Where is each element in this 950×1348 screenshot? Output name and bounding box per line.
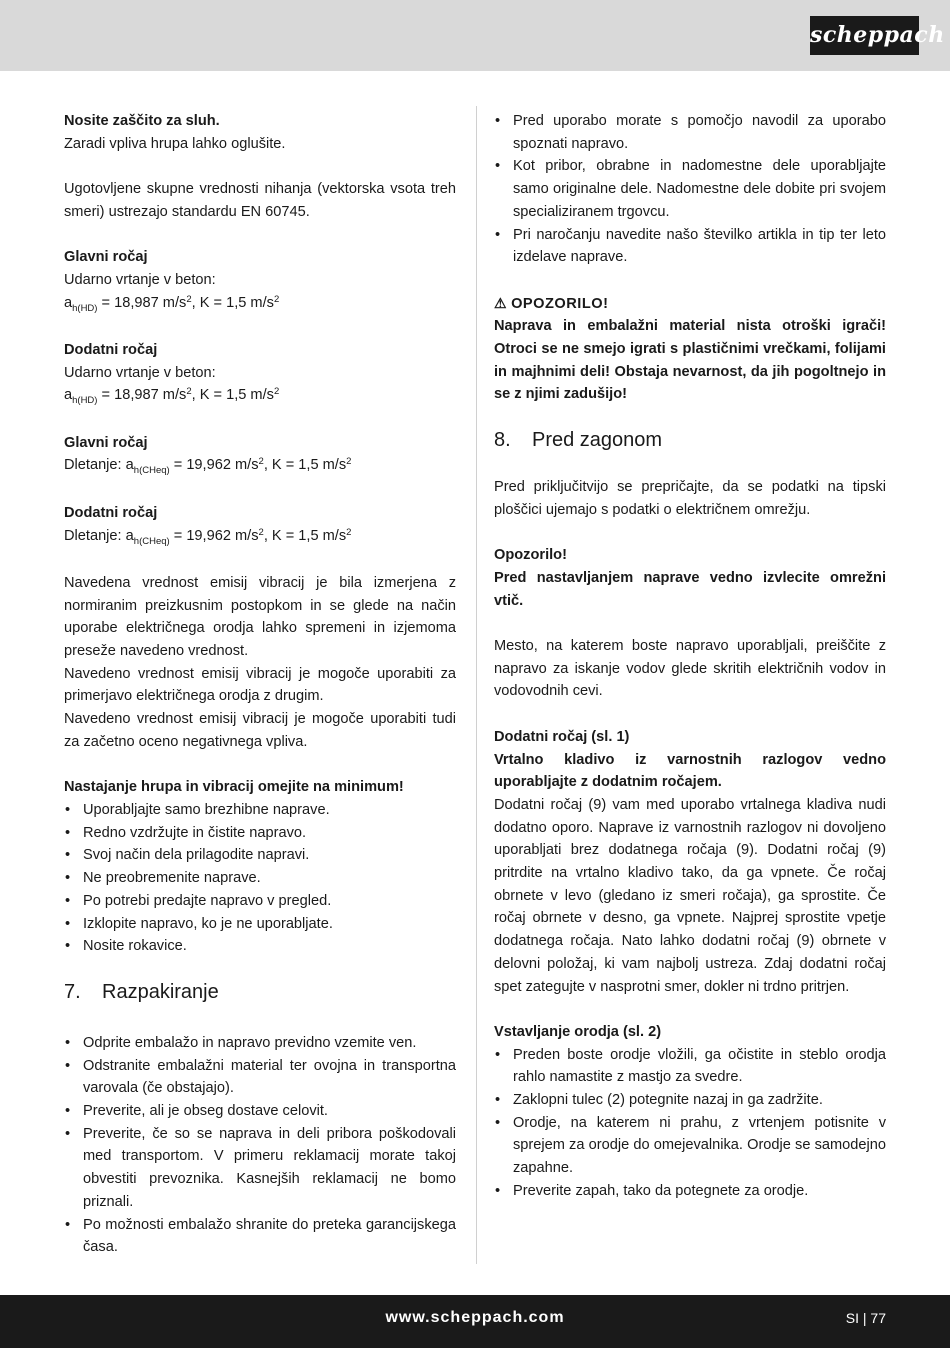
hearing-protection-text: Zaradi vpliva hrupa lahko oglušite. [64, 135, 286, 152]
header-band [0, 0, 950, 71]
website-link[interactable]: www.scheppach.com [385, 1309, 565, 1326]
vibration-note-c: Navedeno vrednost emisij vibracij je mogoče uporabiti tudi za začetno oceno negativnega vpliva. [64, 711, 456, 750]
additional-handle-text: Dodatni ročaj (9) vam med uporabo vrtalnega kladiva nudi dodatno oporo. Naprave iz varnostnih razlogov ni dovoljeno uporabljati brez dodatnega ročaja (9). Dodatni ročaj (9) pritrdite na vrtalno kladivo tako, da ga vpnete. Če ročaj obrnete v levo (gledano iz smeri ročaja), ga sprostite. Če ročaj obrnete v desno, ga vpnete. Najprej sprostite vpetje dodatnega ročaja. Nato lahko dodatni ročaj (9) obrnete v delovni položaj, ki vam najbolj ustreza. Zdaj dodatni ročaj spet zategujte v nasprotni smer, dokler ni trdno pritrjen. [494, 796, 886, 995]
vibration-value-4: Dletanje: $a_{h(CHeq)} = 19,962$ $m/s^2$, K = 1,5 $m/s^2$ [64, 526, 352, 547]
insert-tool-list [494, 1044, 886, 1203]
list-item: • Preverite, ali je obseg dostave celovit. [64, 1100, 456, 1123]
before-start-text: Pred priključitvijo se prepričajte, da se podatki na tipski ploščici ujemajo s podatki o električnem omrežju. [494, 479, 886, 518]
list-item: • Preverite zapah, tako da potegnete za orodje. [494, 1180, 886, 1203]
column-divider [476, 106, 477, 1264]
main-handle-title-2: Glavni ročaj [64, 434, 148, 451]
list-item: • Po možnosti embalažo shranite do preteka garancijskega časa. [64, 1214, 456, 1259]
vibration-note-b: Navedeno vrednost emisij vibracij je mogoče uporabiti za primerjavo električnega orodja z drugim. [64, 665, 456, 705]
hearing-protection-title: Nosite zaščito za sluh. [64, 113, 220, 129]
list-item: • Po potrebi predajte napravo v pregled. [64, 890, 456, 913]
section-7-heading: 7. Razpakiranje [64, 980, 219, 1003]
additional-handle-title-1: Dodatni ročaj [64, 341, 158, 358]
list-item: • Orodje, na katerem ni prahu, z vrtenjem potisnite v sprejem za orodje do omejevalnika. Orodje se samodejno zapahne. [494, 1112, 886, 1180]
additional-handle-bold-text: Vrtalno kladivo iz varnostnih razlogov vedno uporabljajte z dodatnim ročajem. [494, 751, 886, 791]
list-item: • Pred uporabo morate s pomočjo navodil za uporabo spoznati napravo. [494, 110, 886, 155]
main-handle-title-1: Glavni ročaj [64, 249, 148, 266]
footer [0, 1295, 950, 1348]
additional-handle-section-title: Dodatni ročaj (sl. 1) [494, 728, 630, 745]
vibration-standard-text: Ugotovljene skupne vrednosti nihanja (vektorska vsota treh smeri) ustrezajo standardu EN 60745. [64, 181, 456, 220]
vibration-value-2: $a_{h(HD)} = 18,987$ $m/s^2$, K = 1,5 $m/s^2$ [64, 386, 280, 407]
caution-title: Opozorilo! [494, 547, 567, 564]
noise-minimize-title: Nastajanje hrupa in vibracij omejite na minimum! [64, 779, 404, 796]
list-item: • Preverite, če so se naprava in deli pribora poškodovali med transportom. V primeru reklamacij morate takoj obvestiti prevoznika. Kasnejših reklamacij ne bomo priznali. [64, 1123, 456, 1214]
list-item: • Zaklopni tulec (2) potegnite nazaj in ga zadržite. [494, 1089, 886, 1112]
list-item: • Pri naročanju navedite našo številko artikla in tip ter leto izdelave naprave. [494, 224, 886, 269]
noise-tips-list [64, 799, 456, 958]
list-item: • Ne preobremenite naprave. [64, 867, 456, 890]
warning-text: Naprava in embalažni material nista otroški igrači! Otroci se ne smejo igrati s plastičnimi vrečkami, folijami in majhnimi deli! Obstaja nevarnost, da jih pogoltnejo in se z njimi zadušijo! [494, 318, 886, 403]
list-item: • Redno vzdržujte in čistite napravo. [64, 822, 456, 845]
list-item: • Svoj način dela prilagodite napravi. [64, 844, 456, 867]
additional-handle-title-2: Dodatni ročaj [64, 504, 158, 521]
location-check-text: Mesto, na katerem boste napravo uporabljali, preiščite z napravo za iskanje vodov glede skritih električnih vodov in vodovodnih cevi. [494, 638, 886, 700]
list-item: • Nosite rokavice. [64, 935, 456, 958]
list-item: • Kot pribor, obrabne in nadomestne dele uporabljajte samo originalne dele. Nadomestne dele dobite pri svojem specializiranem trgovcu. [494, 155, 886, 223]
unpacking-list [64, 1032, 456, 1259]
right-column [494, 110, 886, 1203]
vibration-value-3: Dletanje: $a_{h(CHeq)} = 19,962$ $m/s^2$, K = 1,5 $m/s^2$ [64, 456, 352, 477]
usage-list [494, 110, 886, 269]
page-number: SI | 77 [845, 1310, 886, 1326]
vibration-value-1: $a_{h(HD)} = 18,987$ $m/s^2$, K = 1,5 $m/s^2$ [64, 293, 280, 314]
list-item: • Uporabljajte samo brezhibne naprave. [64, 799, 456, 822]
list-item: • Odprite embalažo in napravo previdno vzemite ven. [64, 1032, 456, 1055]
list-item: • Preden boste orodje vložili, ga očistite in steblo orodja rahlo namastite z mastjo za svedre. [494, 1044, 886, 1089]
warning-triangle-icon: ⚠ [494, 294, 508, 311]
scheppach-logo: scheppach [810, 16, 919, 55]
caution-text: Pred nastavljanjem naprave vedno izvlecite omrežni vtič. [494, 569, 886, 609]
vibration-note-a: Navedena vrednost emisij vibracij je bila izmerjena z normiranim preizkusnim postopkom in se glede na način uporabe električnega orodja lahko spremeni in izjemoma preseže navedeno vrednost. [64, 574, 456, 660]
hammer-drilling-label-1: Udarno vrtanje v beton: [64, 271, 216, 288]
left-column [64, 110, 456, 1259]
warning-heading: ⚠ OPOZORILO! [494, 294, 609, 312]
insert-tool-title: Vstavljanje orodja (sl. 2) [494, 1023, 662, 1040]
list-item: • Odstranite embalažni material ter ovojna in transportna varovala (če obstajajo). [64, 1055, 456, 1100]
list-item: • Izklopite napravo, ko je ne uporabljate. [64, 913, 456, 936]
section-8-heading: 8. Pred zagonom [494, 429, 663, 452]
hammer-drilling-label-2: Udarno vrtanje v beton: [64, 364, 216, 381]
